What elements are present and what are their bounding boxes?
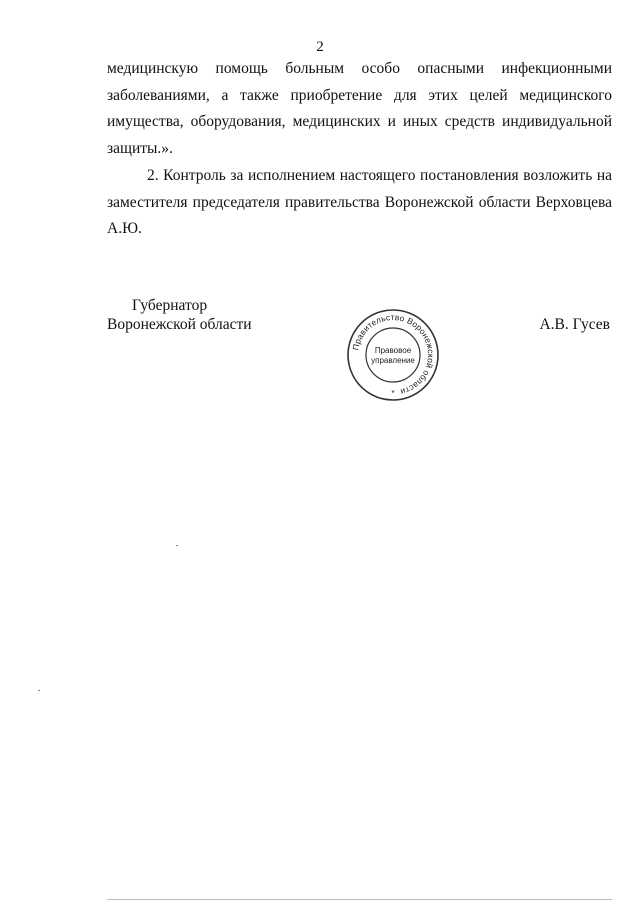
paragraph-text: 2. Контроль за исполнением настоящего постановления возложить на заместителя председателя правительства Воронежской области Верховцева А.Ю. (107, 167, 612, 237)
scan-speck (176, 545, 178, 546)
stamp-inner-ring (366, 328, 420, 382)
stamp-ring-text: Правительство Воронежской области (350, 311, 437, 398)
signatory-name: А.В. Гусев (539, 316, 610, 333)
page-number: 2 (316, 39, 324, 55)
bottom-rule (107, 899, 612, 900)
scan-speck (38, 690, 40, 691)
document-body-paragraph-1 (107, 56, 612, 162)
stamp-center-line2: управление (371, 356, 415, 365)
official-stamp (346, 308, 440, 402)
signatory-position-line2: Воронежской области (107, 316, 252, 333)
paragraph-text: медицинскую помощь больным особо опасными инфекционными заболеваниями, а также приобретение для этих целей медицинского имущества, оборудования, медицинских и иных средств индивидуальной защиты.». (107, 60, 612, 157)
stamp-star: * (391, 389, 395, 398)
stamp-outer-ring (348, 310, 438, 400)
stamp-center-line1: Правовое (374, 346, 412, 355)
signatory-position-line1: Губернатор (132, 297, 208, 314)
document-body-paragraph-2 (107, 163, 612, 243)
